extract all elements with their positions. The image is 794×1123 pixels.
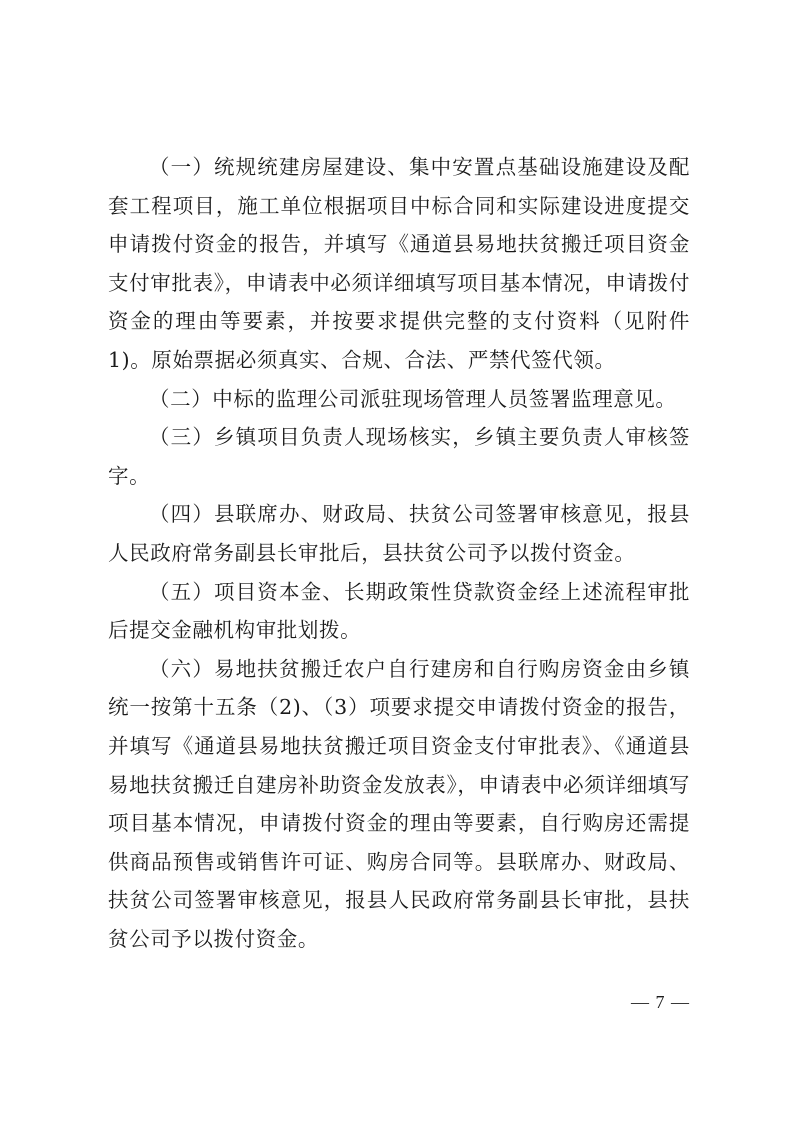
paragraph-6: （六）易地扶贫搬迁农户自行建房和自行购房资金由乡镇统一按第十五条（2)、（3）项要求提交申请拨付资金的报告，并填写《通道县易地扶贫搬迁项目资金支付审批表》、《通道县易地扶贫搬迁自建房补助资金发放表》，申请表中必须详细填写项目基本情况，申请拨付资金的理由等要素，自行购房还需提供商品预售或销售许可证、购房合同等。县联席办、财政局、扶贫公司签署审核意见，报县人民政府常务副县长审批，县扶贫公司予以拨付资金。: [108, 656, 690, 951]
paragraph-5: （五）项目资本金、长期政策性贷款资金经上述流程审批后提交金融机构审批划拨。: [108, 579, 690, 643]
paragraph-2: （二）中标的监理公司派驻现场管理人员签署监理意见。: [149, 386, 677, 411]
paragraph-3: （三）乡镇项目负责人现场核实，乡镇主要负责人审核签字。: [108, 425, 690, 488]
page-number: — 7 —: [631, 992, 690, 1012]
paragraph-4: （四）县联席办、财政局、扶贫公司签署审核意见，报县人民政府常务副县长审批后，县扶贫公司予以拨付资金。: [108, 502, 690, 565]
document-body: [108, 148, 690, 958]
paragraph-1: （一）统规统建房屋建设、集中安置点基础设施建设及配套工程项目，施工单位根据项目中标合同和实际建设进度提交申请拨付资金的报告，并填写《通道县易地扶贫搬迁项目资金支付审批表》，申请表中必须详细填写项目基本情况，申请拨付资金的理由等要素，并按要求提供完整的支付资料（见附件1)。原始票据必须真实、合规、合法、严禁代签代领。: [108, 155, 690, 372]
